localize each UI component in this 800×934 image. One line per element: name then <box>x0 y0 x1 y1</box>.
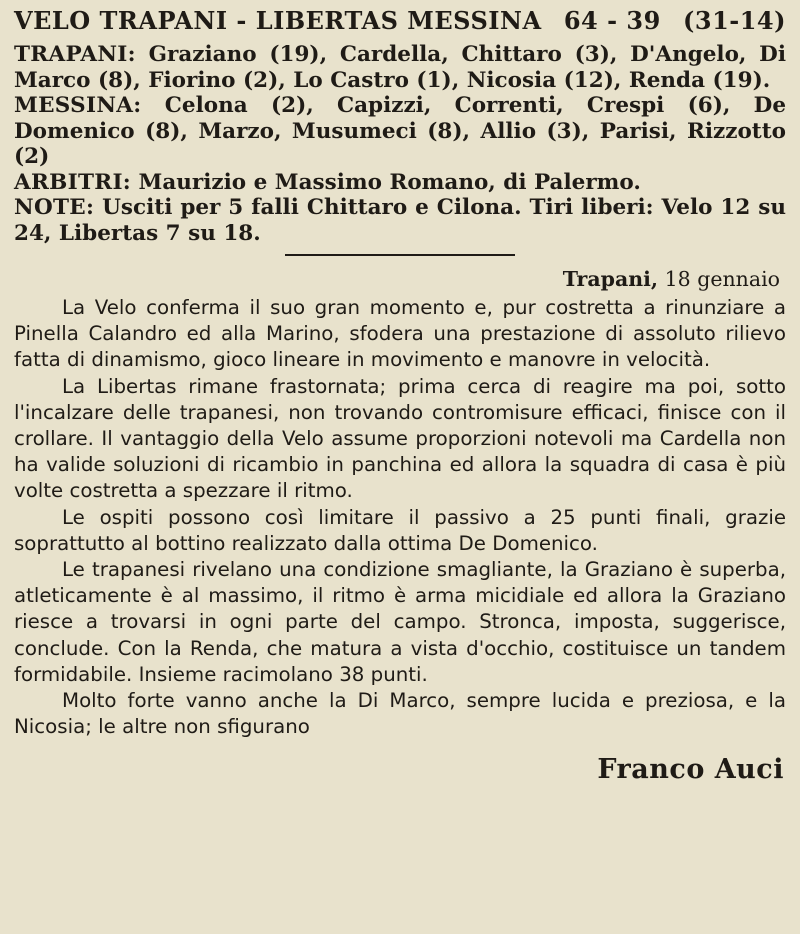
box-entry-note <box>14 195 786 246</box>
article-paragraph: La Libertas rimane frastornata; prima cerca di reagire ma poi, sotto l'incalzare delle trapanesi, non trovando contromisure efficaci, finisce con il crollare. Il vantaggio della Velo assume proporzioni notevoli ma Cardella non ha valide soluzioni di ricambio in panchina ed allora la squadra di casa è più volte costretta a spezzare il ritmo. <box>14 374 786 503</box>
box-entry-text: Graziano (19), Cardella, Chittaro (3), D'Angelo, Di Marco (8), Fiorino (2), Lo Castro (1), Nicosia (12), Renda (19). <box>14 42 786 93</box>
dateline <box>14 266 786 292</box>
box-entry-arbitri <box>14 170 786 196</box>
headline-halftime: (31-14) <box>683 6 786 35</box>
article-body <box>14 295 786 740</box>
box-entry-text: Maurizio e Massimo Romano, di Palermo. <box>138 169 641 195</box>
box-entry-text: Celona (2), Capizzi, Correnti, Crespi (6), De Domenico (8), Marzo, Musumeci (8), Allio (3), Parisi, Rizzotto (2) <box>14 93 786 169</box>
headline-score: 64 - 39 <box>563 6 661 35</box>
match-headline <box>14 4 786 38</box>
dateline-date: 18 gennaio <box>664 267 780 291</box>
box-entry-messina <box>14 93 786 170</box>
box-entry-label: NOTE: <box>14 195 95 220</box>
headline-teams: VELO TRAPANI - LIBERTAS MESSINA <box>14 6 542 35</box>
box-entry-trapani <box>14 42 786 93</box>
article-paragraph: Molto forte vanno anche la Di Marco, sempre lucida e preziosa, e la Nicosia; le altre non sfigurano <box>14 689 786 739</box>
dateline-city: Trapani, <box>562 267 659 291</box>
section-divider <box>285 254 515 256</box>
article-paragraph: La Velo conferma il suo gran momento e, pur costretta a rinunziare a Pinella Calandro ed alla Marino, sfodera una prestazione di assoluto rilievo fatta di dinamismo, gioco lineare in movimento e manovre in velocità. <box>14 296 786 372</box>
box-entry-label: MESSINA: <box>14 93 142 118</box>
box-entry-text: Usciti per 5 falli Chittaro e Cilona. Tiri liberi: Velo 12 su 24, Libertas 7 su 18. <box>14 195 786 246</box>
box-entry-label: TRAPANI: <box>14 42 136 67</box>
article-paragraph: Le trapanesi rivelano una condizione smagliante, la Graziano è superba, atleticamente è al massimo, il ritmo è arma micidiale ed allora la Graziano riesce a trovarsi in ogni parte del campo. Stronca, imposta, suggerisce, conclude. Con la Renda, che matura a vista d'occhio, costituisce un tandem formidabile. Insieme racimolano 38 punti. <box>14 558 786 686</box>
author-signature: Franco Auci <box>597 754 784 786</box>
article-paragraph: Le ospiti possono così limitare il passivo a 25 punti finali, grazie soprattutto al bottino realizzato dalla ottima De Domenico. <box>14 505 786 555</box>
box-score <box>14 42 786 246</box>
box-entry-label: ARBITRI: <box>14 169 132 195</box>
